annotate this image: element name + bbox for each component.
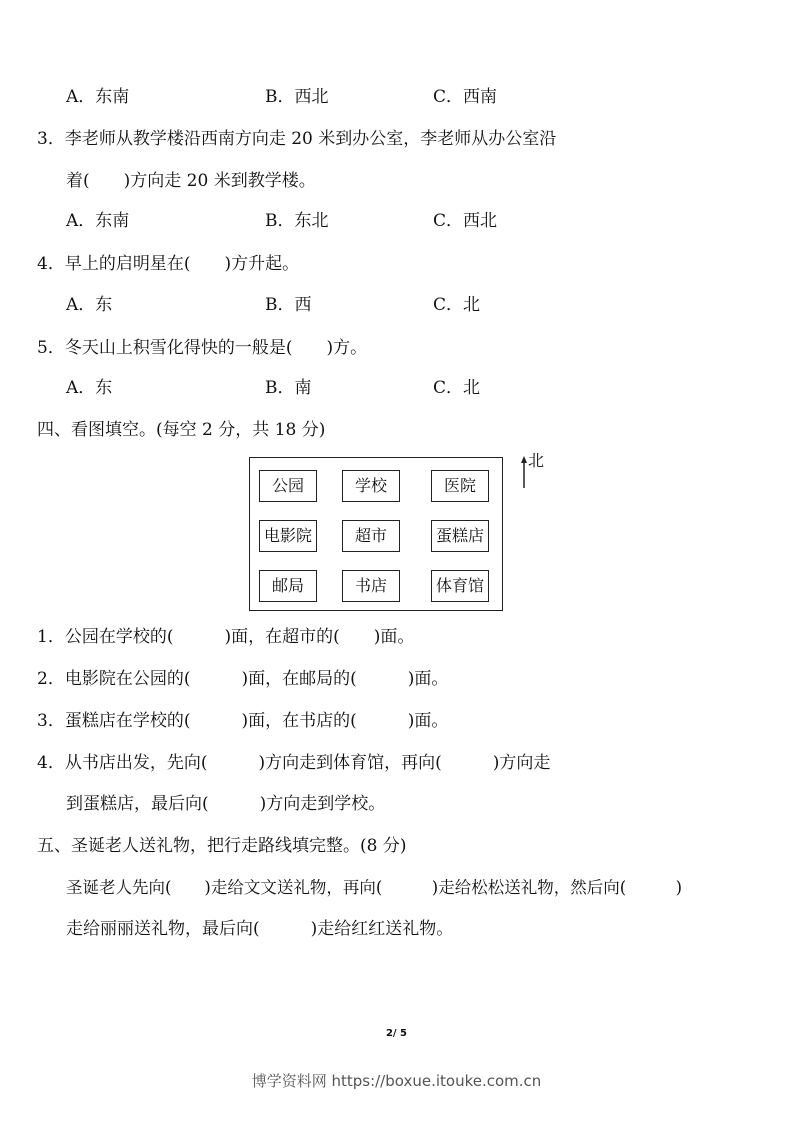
- map-cell-park: 公园: [259, 470, 317, 502]
- q4-option-b: B．西: [265, 295, 312, 315]
- q4-option-a: A．东: [66, 295, 113, 315]
- q2-option-b: B．西北: [265, 87, 329, 107]
- q3-option-a: A．东南: [66, 211, 130, 231]
- s4-q2: 2．电影院在公园的( )面，在邮局的( )面。: [37, 669, 449, 689]
- s4-q4-line1: 4．从书店出发，先向( )方向走到体育馆，再向( )方向走: [37, 753, 551, 773]
- q4-option-c: C．北: [433, 295, 481, 315]
- north-indicator: [516, 452, 546, 488]
- q5-text: 5．冬天山上积雪化得快的一般是( )方。: [37, 338, 368, 358]
- north-label: 北: [528, 451, 545, 470]
- map-cell-school: 学校: [342, 470, 400, 502]
- q3-option-c: C．西北: [433, 211, 498, 231]
- map-cell-post-office: 邮局: [259, 570, 317, 602]
- q5-option-c: C．北: [433, 378, 481, 398]
- s4-q4-line2: 到蛋糕店，最后向( )方向走到学校。: [66, 794, 386, 814]
- section5-title: 五、圣诞老人送礼物，把行走路线填完整。(8 分): [37, 836, 407, 856]
- direction-map: [249, 457, 503, 611]
- map-cell-bookstore: 书店: [342, 570, 400, 602]
- footer-watermark: 博学资料网 https://boxue.itouke.com.cn: [251, 1072, 542, 1090]
- s5-text-line1: 圣诞老人先向( )走给文文送礼物，再向( )走给松松送礼物，然后向( ): [66, 878, 683, 897]
- s4-q1: 1．公园在学校的( )面，在超市的( )面。: [37, 627, 415, 647]
- map-cell-bakery: 蛋糕店: [431, 520, 489, 552]
- q3-text-line2: 着( )方向走 20 米到教学楼。: [66, 171, 316, 191]
- q2-option-a: A．东南: [66, 87, 130, 107]
- q4-text: 4．早上的启明星在( )方升起。: [37, 254, 300, 274]
- s4-q3: 3．蛋糕店在学校的( )面，在书店的( )面。: [37, 711, 449, 731]
- map-cell-gym: 体育馆: [431, 570, 489, 602]
- q5-option-a: A．东: [66, 378, 113, 398]
- map-cell-supermarket: 超市: [342, 520, 400, 552]
- q5-option-b: B．南: [265, 378, 312, 398]
- north-arrow-icon: [520, 456, 528, 488]
- q3-text-line1: 3．李老师从教学楼沿西南方向走 20 米到办公室，李老师从办公室沿: [37, 129, 557, 149]
- q3-option-b: B．东北: [265, 211, 329, 231]
- map-cell-hospital: 医院: [431, 470, 489, 502]
- section4-title: 四、看图填空。(每空 2 分，共 18 分): [37, 420, 326, 440]
- page-number: 2/ 5: [385, 1028, 408, 1039]
- q2-option-c: C．西南: [433, 87, 498, 107]
- map-cell-cinema: 电影院: [259, 520, 317, 552]
- s5-text-line2: 走给丽丽送礼物，最后向( )走给红红送礼物。: [66, 919, 454, 939]
